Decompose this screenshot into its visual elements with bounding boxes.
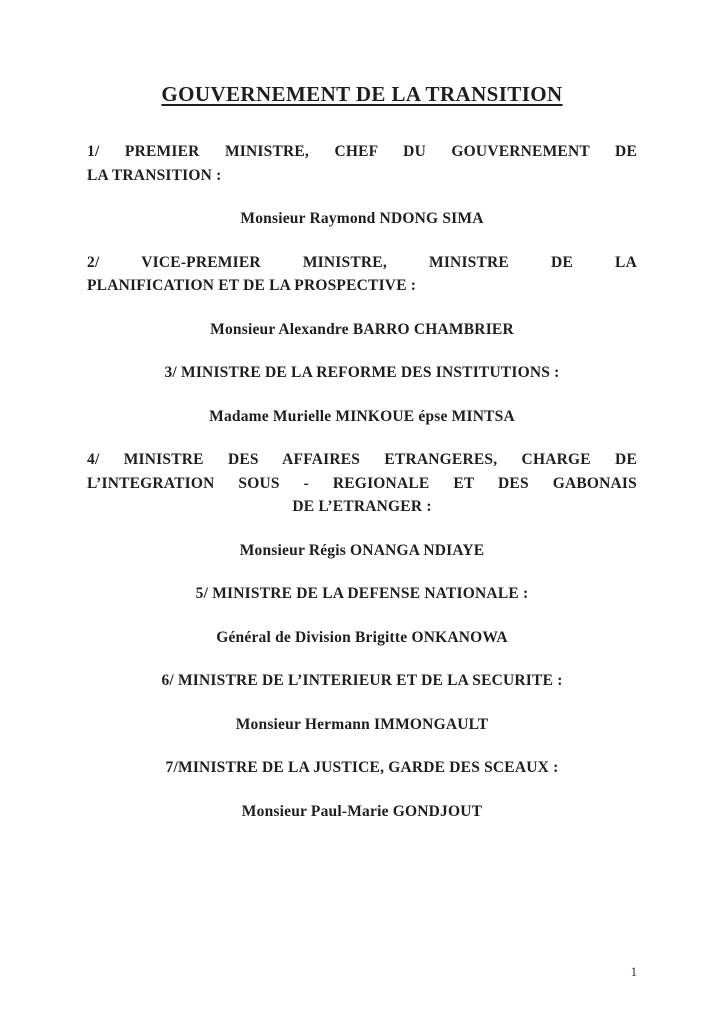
minister-entry-4: [87, 448, 637, 562]
minister-name-4: Monsieur Régis ONANGA NDIAYE: [239, 541, 485, 559]
minister-name-3: Madame Murielle MINKOUE épse MINTSA: [209, 407, 515, 425]
heading-line: PLANIFICATION ET DE LA PROSPECTIVE :: [87, 277, 417, 294]
heading-line: 4/ MINISTRE DES AFFAIRES ETRANGERES, CHARGE DE: [87, 451, 637, 468]
minister-heading-3: [87, 361, 637, 385]
heading-line: 7/MINISTRE DE LA JUSTICE, GARDE DES SCEAUX :: [165, 759, 559, 776]
minister-heading-1: [87, 140, 637, 187]
minister-heading-6: [87, 669, 637, 693]
minister-name-5: Général de Division Brigitte ONKANOWA: [216, 628, 508, 646]
heading-line: 3/ MINISTRE DE LA REFORME DES INSTITUTIONS :: [164, 364, 560, 381]
minister-entry-3: [87, 361, 637, 428]
minister-entry-5: [87, 582, 637, 649]
minister-entry-6: [87, 669, 637, 736]
heading-line: 5/ MINISTRE DE LA DEFENSE NATIONALE :: [195, 585, 529, 602]
minister-name-2: Monsieur Alexandre BARRO CHAMBRIER: [210, 320, 514, 338]
heading-line: 6/ MINISTRE DE L’INTERIEUR ET DE LA SECURITE :: [161, 672, 563, 689]
minister-entry-1: [87, 140, 637, 231]
heading-line: DE L’ETRANGER :: [292, 498, 432, 515]
heading-line: 1/ PREMIER MINISTRE, CHEF DU GOUVERNEMENT DE: [87, 143, 637, 160]
minister-heading-5: [87, 582, 637, 606]
minister-heading-4: [87, 448, 637, 519]
heading-line: L’INTEGRATION SOUS - REGIONALE ET DES GABONAIS: [87, 474, 637, 492]
minister-name-6: Monsieur Hermann IMMONGAULT: [235, 715, 489, 733]
minister-entry-2: [87, 251, 637, 342]
minister-name-1: Monsieur Raymond NDONG SIMA: [240, 210, 484, 227]
heading-line: LA TRANSITION :: [87, 166, 222, 184]
minister-entry-7: [87, 756, 637, 823]
heading-line: 2/ VICE-PREMIER MINISTRE, MINISTRE DE LA: [87, 253, 637, 271]
minister-name-7: Monsieur Paul-Marie GONDJOUT: [241, 802, 483, 820]
minister-heading-7: [87, 756, 637, 780]
page-number: 1: [630, 965, 637, 979]
minister-heading-2: [87, 251, 637, 298]
page-title: GOUVERNEMENT DE LA TRANSITION: [161, 82, 563, 106]
